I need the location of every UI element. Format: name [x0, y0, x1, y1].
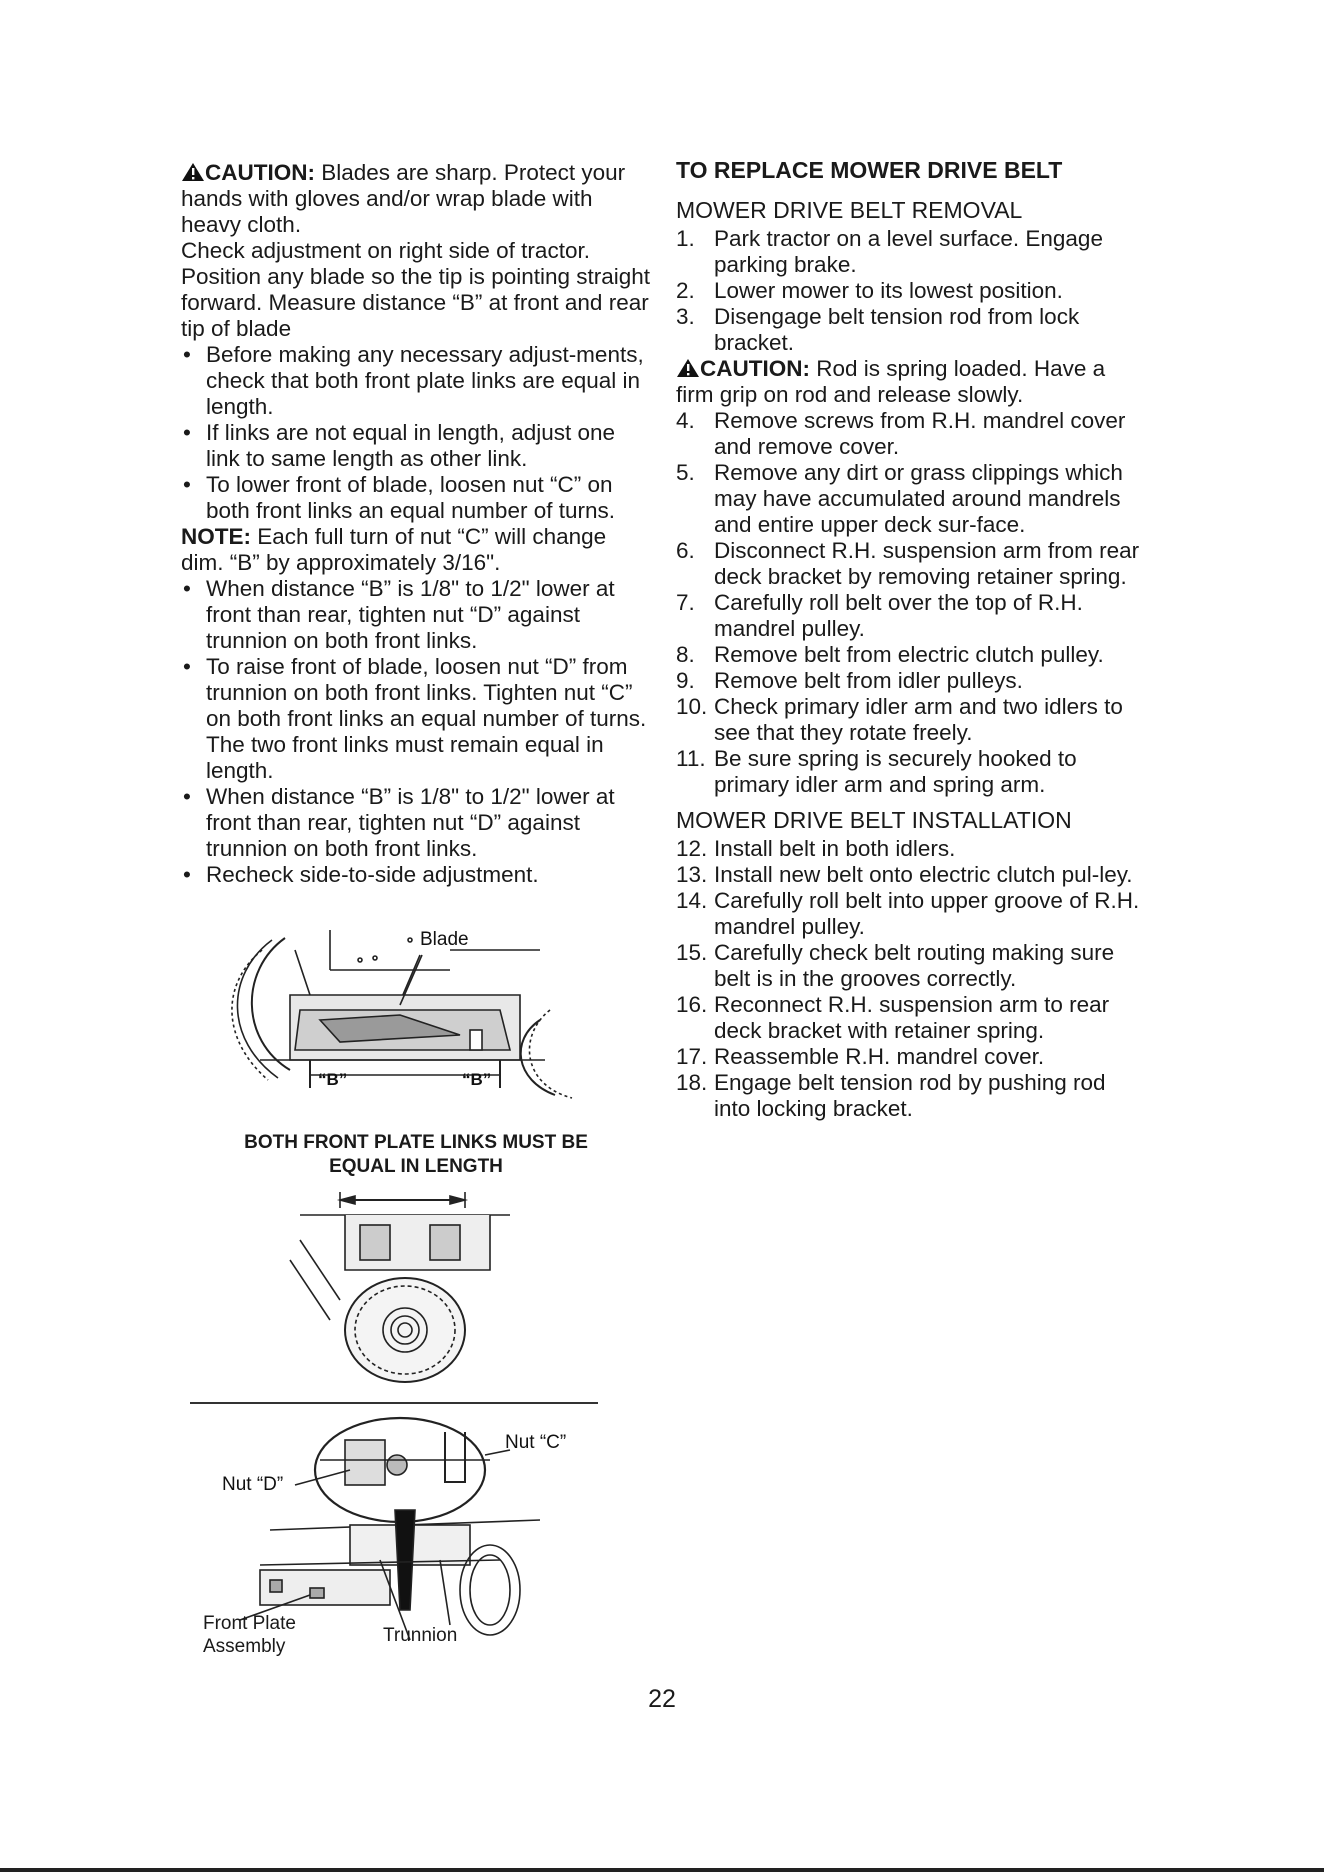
step-number: 9. [676, 668, 695, 693]
step-text: Install belt in both idlers. [714, 836, 956, 861]
list-item: • If links are not equal in length, adjust one link to same length as other link. [181, 420, 651, 472]
list-item: • Before making any necessary adjust-ments, check that both front plate links are equal in length. [181, 342, 651, 420]
caution-rod [676, 356, 1146, 408]
list-item [676, 862, 1146, 888]
step-text: Remove screws from R.H. mandrel cover and remove cover. [714, 408, 1126, 459]
left-column [181, 160, 651, 888]
step-text: Remove any dirt or grass clippings which may have accumulated around mandrels and entire upper deck sur-face. [714, 460, 1123, 537]
step-text: Disconnect R.H. suspension arm from rear deck bracket by removing retainer spring. [714, 538, 1140, 589]
bottom-border [0, 1868, 1324, 1872]
front-plate-line-1: Front Plate [203, 1613, 296, 1634]
list-item: • When distance “B” is 1/8" to 1/2" lower at front than rear, tighten nut “D” against trunnion on both front links. [181, 784, 651, 862]
step-number: 1. [676, 226, 695, 251]
caution-label: CAUTION: [700, 356, 810, 381]
step-number: 8. [676, 642, 695, 667]
nut-d-label: Nut “D” [222, 1474, 284, 1495]
step-text: Carefully check belt routing making sure belt is in the grooves correctly. [714, 940, 1115, 991]
list-item [676, 642, 1146, 668]
removal-steps-a [676, 226, 1146, 356]
list-item: • To raise front of blade, loosen nut “D” from trunnion on both front links. Tighten nut “C” on both front links an equal number of turns. The two front links must remain equal in length. [181, 654, 651, 784]
blade-measurement-diagram [200, 910, 600, 1100]
bullet-list-1 [181, 342, 651, 524]
step-number: 17. [676, 1044, 708, 1069]
step-text: Reassemble R.H. mandrel cover. [714, 1044, 1045, 1069]
step-text: Be sure spring is securely hooked to primary idler arm and spring arm. [714, 746, 1077, 797]
list-item: • To lower front of blade, loosen nut “C” on both front links an equal number of turns. [181, 472, 651, 524]
page-number: 22 [648, 1685, 676, 1713]
step-text: Reconnect R.H. suspension arm to rear deck bracket with retainer spring. [714, 992, 1110, 1043]
blade-label: Blade [420, 929, 469, 950]
front-plate-links-diagram [280, 1180, 540, 1390]
b-label-right: “B” [462, 1070, 492, 1089]
list-item [676, 1044, 1146, 1070]
step-text: Install new belt onto electric clutch pul-ley. [714, 862, 1133, 887]
step-text: Remove belt from idler pulleys. [714, 668, 1023, 693]
step-text: Park tractor on a level surface. Engage parking brake. [714, 226, 1103, 277]
list-item: • When distance “B” is 1/8" to 1/2" lower at front than rear, tighten nut “D” against trunnion on both front links. [181, 576, 651, 654]
list-item [676, 836, 1146, 862]
list-item [676, 226, 1146, 278]
step-number: 11. [676, 746, 706, 771]
warning-triangle-icon [676, 358, 700, 378]
list-item [676, 590, 1146, 642]
list-item [676, 668, 1146, 694]
caption-line-2: EQUAL IN LENGTH [329, 1156, 503, 1177]
caution-label: CAUTION: [205, 160, 315, 185]
list-item [676, 888, 1146, 940]
step-number: 7. [676, 590, 695, 615]
note-label: NOTE: [181, 524, 251, 549]
list-item: • Recheck side-to-side adjustment. [181, 862, 651, 888]
list-item [676, 408, 1146, 460]
list-item [676, 538, 1146, 590]
step-number: 15. [676, 940, 708, 965]
list-item [676, 992, 1146, 1044]
install-steps [676, 836, 1146, 1122]
list-item [676, 746, 1146, 798]
nut-c-label: Nut “C” [505, 1432, 567, 1453]
note-text: Each full turn of nut “C” will change dim. “B” by approximately 3/16". [181, 524, 607, 575]
list-item [676, 304, 1146, 356]
adjustment-paragraph: Check adjustment on right side of tractor. Position any blade so the tip is pointing straight forward. Measure distance “B” at front and rear tip of blade [181, 238, 651, 341]
list-item [676, 694, 1146, 746]
list-item [676, 1070, 1146, 1122]
step-text: Lower mower to its lowest position. [714, 278, 1063, 303]
step-text: Disengage belt tension rod from lock bracket. [714, 304, 1080, 355]
b-label-left: “B” [318, 1070, 348, 1089]
step-text: Engage belt tension rod by pushing rod into locking bracket. [714, 1070, 1106, 1121]
removal-steps-b [676, 408, 1146, 798]
figure-divider [190, 1402, 598, 1404]
caution-text: Blades are sharp. Protect your hands with gloves and/or wrap blade with heavy cloth. [181, 160, 626, 237]
step-number: 12. [676, 836, 708, 861]
step-text: Carefully roll belt over the top of R.H. mandrel pulley. [714, 590, 1083, 641]
list-item [676, 278, 1146, 304]
step-number: 14. [676, 888, 708, 913]
step-number: 6. [676, 538, 695, 563]
step-number: 4. [676, 408, 695, 433]
step-number: 10. [676, 694, 708, 719]
step-number: 16. [676, 992, 708, 1017]
caution-blades [181, 160, 651, 238]
step-number: 18. [676, 1070, 708, 1095]
step-text: Remove belt from electric clutch pulley. [714, 642, 1104, 667]
note-paragraph [181, 524, 651, 576]
figure-caption [181, 1131, 651, 1179]
front-plate-assembly-label [203, 1612, 296, 1658]
list-item [676, 460, 1146, 538]
front-plate-line-2: Assembly [203, 1636, 286, 1657]
step-text: Carefully roll belt into upper groove of R.H. mandrel pulley. [714, 888, 1140, 939]
right-column [676, 156, 1146, 1122]
section-title: TO REPLACE MOWER DRIVE BELT [676, 157, 1063, 183]
step-number: 13. [676, 862, 708, 887]
caution-text: Rod is spring loaded. Have a firm grip on rod and release slowly. [676, 356, 1106, 407]
warning-triangle-icon [181, 162, 205, 182]
step-text: Check primary idler arm and two idlers to see that they rotate freely. [714, 694, 1123, 745]
step-number: 5. [676, 460, 695, 485]
bullet-list-2 [181, 576, 651, 888]
step-number: 3. [676, 304, 695, 329]
trunnion-label: Trunnion [383, 1625, 458, 1646]
list-item [676, 940, 1146, 992]
caption-line-1: BOTH FRONT PLATE LINKS MUST BE [244, 1132, 588, 1153]
step-number: 2. [676, 278, 695, 303]
removal-heading: MOWER DRIVE BELT REMOVAL [676, 197, 1023, 223]
install-heading: MOWER DRIVE BELT INSTALLATION [676, 807, 1072, 833]
